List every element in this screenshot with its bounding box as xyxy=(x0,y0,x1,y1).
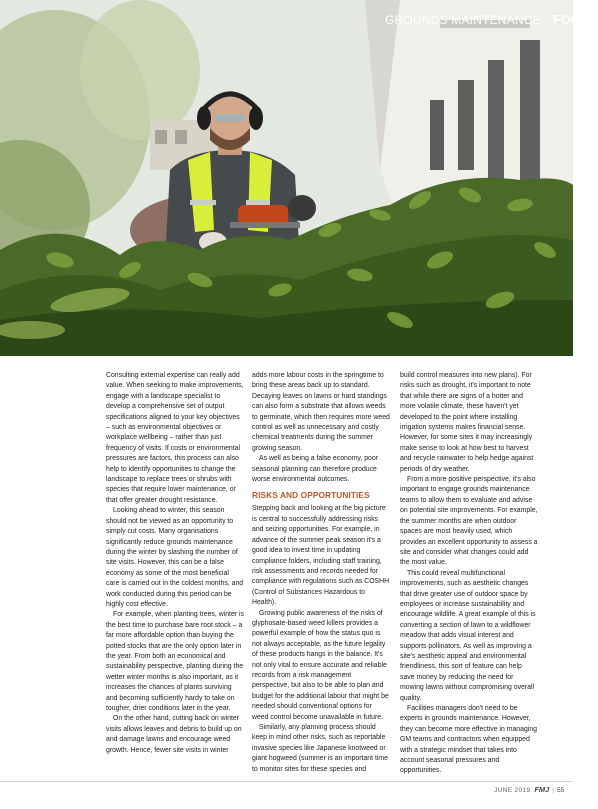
article-column-1 xyxy=(106,371,244,756)
paragraph: adds more labour costs in the springtime to bring these areas back up to standard. Decaying leaves on lawns or hard standings can also form a substrate that allows weeds to germinate, which then requires more weed control as well as unnecessary and costly chemical treatments during the summer growing season. xyxy=(252,372,390,452)
paragraph: Looking ahead to winter, this season should not be viewed as an opportunity to simply cut costs. Many organisations significantly reduce grounds maintenance during the winter by slashing the number of site visits. However, this can be a false economy as some of the most beneficial care is carried out in the coldest months, and work conducted during this period can be highly cost effective. xyxy=(106,507,244,608)
subheading: RISKS AND OPPORTUNITIES xyxy=(252,490,370,501)
paragraph: From a more positive perspective, it's also important to engage grounds maintenance teams to allow them to evaluate and advise on potential site improvements. For example, the summer months are when outdoor spaces are most heavily used, which provides an excellent opportunity to assess a site and consider what changes could add the most value. xyxy=(400,476,538,567)
paragraph: build control measures into new plans). For risks such as drought, it's important to note that while there are signs of a hotter and more volatile climate, these haven't yet developed to the point where installing irrigation systems makes financial sense. However, for some sites it may increasingly make sense to look at how best to harvest and recycle rainwater to help hedge against periods of dry weather. xyxy=(400,372,534,473)
section-header xyxy=(385,13,598,27)
paragraph: As well as being a false economy, poor seasonal planning can therefore produce worse environmental outcomes. xyxy=(252,455,378,484)
paragraph: On the other hand, cutting back on winter visits allows leaves and debris to build up on and damage lawns and encourage weed growth. Hence, fewer site visits in winter xyxy=(106,715,242,754)
footer-divider xyxy=(0,781,573,782)
paragraph: Similarly, any planning process should keep in mind other risks, such as reportable invasive species like Japanese knotweed or giant hogweed (summer is an important time to monitor sites for these species and xyxy=(252,724,388,773)
article-column-3 xyxy=(400,371,538,777)
magazine-logo: FMJ xyxy=(534,785,550,794)
hero-photo xyxy=(0,0,598,356)
section-title: GROUNDS MAINTENANCE xyxy=(385,13,541,27)
paragraph: For example, when planting trees, winter is the best time to purchase bare root stock – a far more affordable option than buying the potted stocks that are the only option later in the year. From both an economical and sustainability perspective, planting during the wetter winter months is also important, as it increases the chances of plants surviving and becoming sufficiently hardy to take on tougher, drier conditions later in the year. xyxy=(106,611,244,712)
groundsman-trimming-hedge-photo xyxy=(0,0,573,356)
paragraph: Stepping back and looking at the big picture is central to successfully addressing risks and seizing opportunities. For example, in advance of the summer peak season it's a good idea to invest time in updating compliance folders, including staff training, risk assessments and records needed for compliance with regulations such as COSHH (Control of Substances Hazardous to Health). xyxy=(252,505,390,607)
page-footer xyxy=(494,785,564,794)
paragraph: Consulting external expertise can really add value. When seeking to make improvements, engage with a landscape specialist to develop a comprehensive set of output specifications aligned to your key objectives – such as environmental objectives or workplace wellbeing – rather than just frequency of visits. If costs or environmental pressures are factors, this process can also help to identify opportunities to change the landscape to replace trees or shrubs with species that require lower maintenance, or that offer greater drought resistance. xyxy=(106,372,244,504)
paragraph: This could reveal multifunctional improvements, such as aesthetic changes that drive greater use of outdoor space by employees or increase sustainability and encourage wildlife. A great example of this is converting a section of lawn to a wildflower meadow that adds visual interest and supports pollinators. As well as improving a site's aesthetic appeal and environmental friendliness, this sort of feature can help save money by reducing the need for mowing lawns without compromising overall quality. xyxy=(400,569,536,702)
paragraph: Facilities managers don't need to be experts in grounds maintenance. However, they can become more effective in managing GM teams and contractors when equipped with a strategic mindset that takes into account seasonal pressures and opportunities. xyxy=(400,705,537,775)
footer-separator: | xyxy=(552,787,554,794)
page-number: 55 xyxy=(556,787,565,794)
article-column-2 xyxy=(252,371,390,775)
issue-date: JUNE 2019 xyxy=(494,787,531,794)
section-subtitle: FOCUS xyxy=(552,13,598,27)
paragraph: Growing public awareness of the risks of glyphosate-based weed killers provides a powerful example of how the status quo is not always acceptable, as the future legality of these products hangs in the balance. It's not only vital to ensure accurate and reliable records from a risk management perspective, but also to be able to plan and budget for the additional labour that might be needed should conventional options for weed control become unavailable in future. xyxy=(252,609,389,721)
